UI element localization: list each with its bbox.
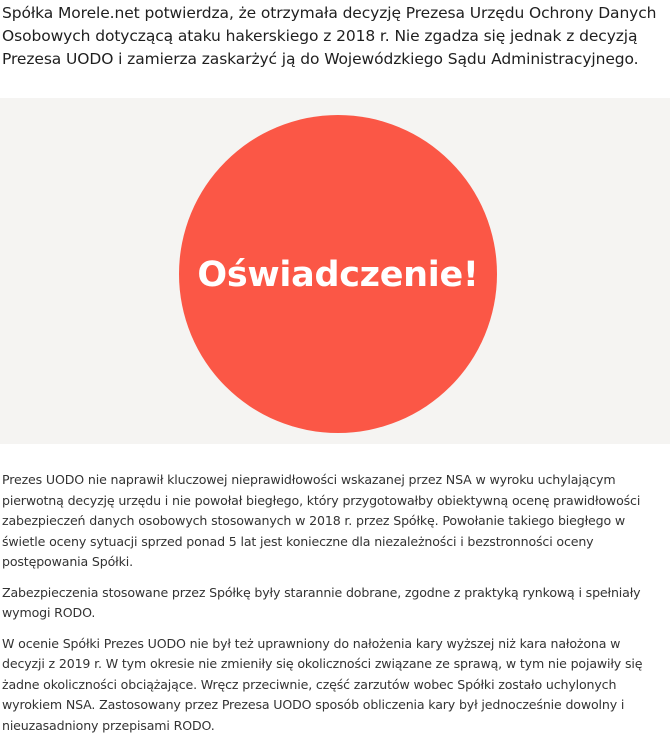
statement-heading: Oświadczenie!	[197, 255, 479, 295]
article-body	[2, 470, 666, 746]
article-lead: Spółka Morele.net potwierdza, że otrzymała decyzję Prezesa Urzędu Ochrony Danych Osobowych dotyczącą ataku hakerskiego z 2018 r. Nie zgadza się jednak z decyzją Prezesa UODO i zamierza zaskarżyć ją do Wojewódzkiego Sądu Administracyjnego.	[2, 4, 657, 68]
statement-circle	[179, 115, 497, 433]
hero-image	[0, 98, 670, 444]
article-paragraph-3: W ocenie Spółki Prezes UODO nie był też uprawniony do nałożenia kary wyższej niż kara nałożona w decyzji z 2019 r. W tym okresie nie zmieniły się okoliczności związane ze sprawą, w tym nie pojawiły się żadne okoliczności obciążające. Wręcz przeciwnie, część zarzutów wobec Spółki zostało uchylonych wyrokiem NSA. Zastosowany przez Prezesa UODO sposób obliczenia kary był jednocześnie dowolny i nieuzasadniony przepisami RODO.	[2, 635, 643, 733]
article-paragraph-1: Prezes UODO nie naprawił kluczowej nieprawidłowości wskazanej przez NSA w wyroku uchylającym pierwotną decyzję urzędu i nie powołał biegłego, który przygotowałby obiektywną ocenę prawidłowości zabezpieczeń danych osobowych stosowanych w 2018 r. przez Spółkę. Powołanie takiego biegłego w świetle oceny sytuacji sprzed ponad 5 lat jest konieczne dla niezależności i bezstronności oceny postępowania Spółki.	[2, 472, 641, 569]
article-paragraph-2: Zabezpieczenia stosowane przez Spółkę były starannie dobrane, zgodne z praktyką rynkową i spełniały wymogi RODO.	[2, 584, 641, 620]
